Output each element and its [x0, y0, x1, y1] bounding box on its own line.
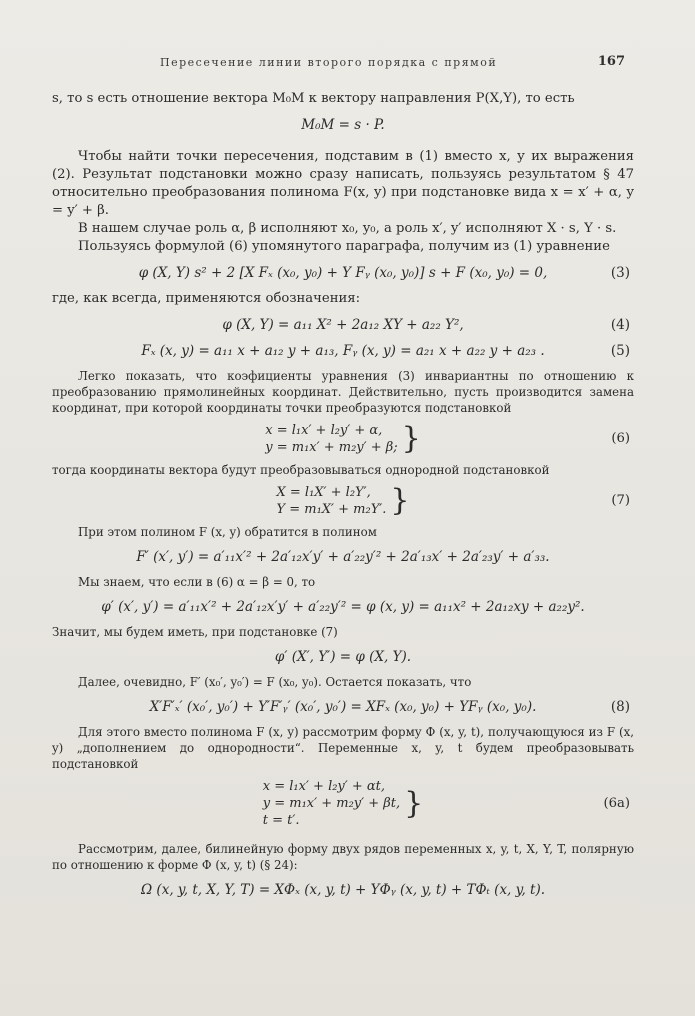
equation-number: (4)	[610, 317, 630, 333]
equation-number: (5)	[610, 343, 630, 359]
equation-text: φ′ (x′, y′) = a′₁₁x′² + 2a′₁₂x′y′ + a′₂₂y′² = φ (x, y) = a₁₁x² + 2a₁₂xy + a₂₂y².	[101, 599, 585, 615]
system-line: x = l₁x′ + l₂y′ + αt,	[262, 779, 386, 794]
equation	[52, 548, 634, 566]
paragraph: Пользуясь формулой (6) упомянутого параграфа, получим из (1) уравнение	[78, 239, 610, 254]
equation-number: (7)	[611, 493, 630, 508]
equation-text: Fₓ (x, y) = a₁₁ x + a₁₂ y + a₁₃, Fᵧ (x, y) = a₂₁ x + a₂₂ y + a₂₃ .	[141, 343, 545, 359]
equation	[52, 881, 634, 899]
equation-number: (3)	[610, 265, 630, 281]
system-line: Y = m₁X′ + m₂Y′.	[276, 502, 387, 517]
equation-text: φ (X, Y) s² + 2 [X Fₓ (x₀, y₀) + Y Fᵧ (x₀, y₀)] s + F (x₀, y₀) = 0,	[138, 265, 548, 281]
page-body	[52, 90, 634, 907]
page-number: 167	[597, 54, 625, 69]
equation	[52, 264, 634, 282]
system-line: y = m₁x′ + m₂y′ + βt,	[262, 796, 401, 811]
equation-system	[52, 778, 634, 829]
equation-system	[52, 422, 634, 456]
equation-system	[52, 484, 634, 518]
paragraph: Для этого вместо полинома F (x, y) рассмотрим форму Φ (x, y, t), получающуюся из F (x, y) „дополнением до однородности“. Переменные x, y, t будем преобразовывать подстановкой	[52, 725, 634, 771]
equation-text: φ′ (X′, Y′) = φ (X, Y).	[274, 649, 412, 665]
paragraph: тогда координаты вектора будут преобразовываться однородной подстановкой	[52, 463, 550, 477]
equation	[52, 342, 634, 360]
system-line: t = t′.	[262, 813, 300, 828]
paragraph: В нашем случае роль α, β исполняют x₀, y₀, а роль x′, y′ исполняют X · s, Y · s.	[78, 221, 617, 236]
brace-icon: }	[401, 421, 421, 456]
system-line: x = l₁x′ + l₂y′ + α,	[265, 423, 383, 438]
paragraph: Далее, очевидно, F′ (x₀′, y₀′) = F (x₀, y₀). Остается показать, что	[78, 675, 472, 689]
paragraph: Чтобы найти точки пересечения, подставим в (1) вместо x, y их выражения (2). Результат подстановки можно сразу написать, пользуясь результатом § 47 относительно преобразования полинома F(x, y) при подстановке вида x = x′ + α, y = y′ + β.	[52, 149, 634, 218]
paragraph: Легко показать, что коэфициенты уравнения (3) инвариантны по отношению к преобразованию прямолинейных координат. Действительно, пусть производится замена координат, при которой координаты точки преобразуются подстановкой	[52, 369, 634, 415]
brace-icon: }	[404, 785, 424, 821]
equation	[52, 698, 634, 716]
equation-text: M₀M = s · P.	[301, 117, 385, 133]
equation-text: X′F′ₓ′ (x₀′, y₀′) + Y′F′ᵧ′ (x₀′, y₀′) = XFₓ (x₀, y₀) + YFᵧ (x₀, y₀).	[149, 699, 537, 715]
paragraph: Рассмотрим, далее, билинейную форму двух рядов переменных x, y, t, X, Y, T, полярную по отношению к форме Φ (x, y, t) (§ 24):	[52, 842, 634, 872]
equation-number: (6)	[611, 431, 630, 446]
paragraph: Значит, мы будем иметь, при подстановке (7)	[52, 625, 338, 639]
equation	[52, 648, 634, 666]
equation	[52, 316, 634, 334]
paragraph: где, как всегда, применяются обозначения:	[52, 291, 361, 306]
equation-text: φ (X, Y) = a₁₁ X² + 2a₁₂ XY + a₂₂ Y²,	[222, 317, 464, 333]
equation-text: Ω (x, y, t, X, Y, T) = XΦₓ (x, y, t) + YΦᵧ (x, y, t) + TΦₜ (x, y, t).	[140, 882, 546, 898]
running-title: Пересечение линии второго порядка с прямой	[160, 56, 498, 69]
brace-icon: }	[390, 483, 410, 518]
equation	[52, 116, 634, 134]
system-line: y = m₁x′ + m₂y′ + β;	[265, 440, 398, 455]
equation-number: (8)	[610, 699, 630, 715]
system-line: X = l₁X′ + l₂Y′,	[276, 485, 371, 500]
paragraph: При этом полином F (x, y) обратится в полином	[78, 525, 377, 539]
equation-text: F′ (x′, y′) = a′₁₁x′² + 2a′₁₂x′y′ + a′₂₂y′² + 2a′₁₃x′ + 2a′₂₃y′ + a′₃₃.	[136, 549, 550, 565]
equation-number: (6a)	[603, 795, 630, 811]
paragraph: s, то s есть отношение вектора M₀M к вектору направления P(X,Y), то есть	[52, 91, 575, 106]
equation	[52, 598, 634, 616]
page-header	[0, 52, 695, 76]
paragraph: Мы знаем, что если в (6) α = β = 0, то	[78, 575, 316, 589]
